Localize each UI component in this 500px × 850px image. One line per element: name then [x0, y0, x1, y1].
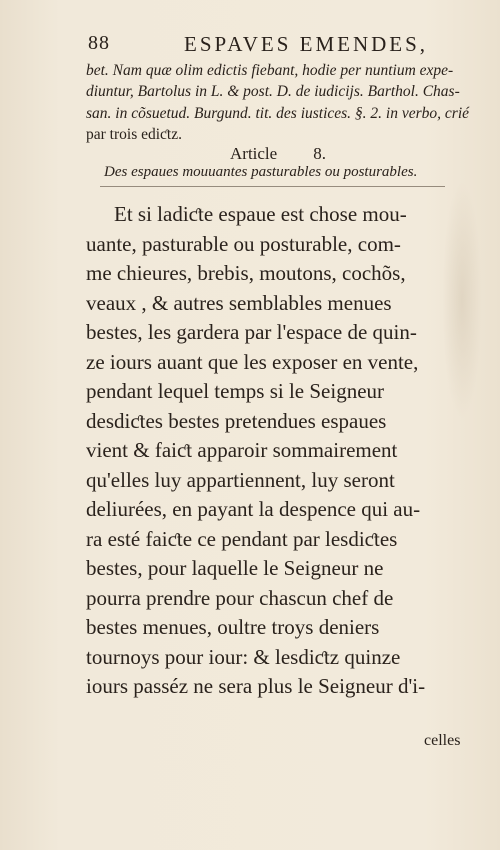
body-line: desdiƈtes bestes pretendues espaues: [86, 408, 387, 433]
body-line: veaux , & autres semblables menues: [86, 290, 392, 315]
article-number: 8.: [313, 144, 326, 163]
article-label: Article: [230, 144, 278, 163]
marginal-note-line: par trois ediƈtz.: [86, 126, 182, 143]
body-line: me chieures, brebis, moutons, cochõs,: [86, 261, 406, 285]
body-line: bestes menues, oultre troys deniers: [86, 615, 380, 639]
body-line: pendant lequel temps si le Seigneur: [86, 379, 385, 403]
page-number: 88: [88, 32, 110, 54]
running-title: ESPAVES EMENDES,: [184, 32, 429, 56]
body-line: ze iours auant que les exposer en vente,: [86, 349, 419, 374]
marginal-note-line: bet. Nam quæ olim edictis fiebant, hodie per nuntium expe-: [86, 62, 454, 79]
body-line: bestes, les gardera par l'espace de quin-: [86, 320, 417, 344]
catchword: celles: [424, 732, 461, 749]
body-paragraph: [86, 200, 478, 702]
body-line: bestes, pour laquelle le Seigneur ne: [86, 556, 384, 580]
page-header: [88, 32, 468, 60]
body-line: ra esté faiƈte ce pendant par lesdiƈtes: [86, 526, 398, 551]
body-line: Et si ladiƈte espaue est chose mou-: [114, 202, 407, 226]
body-line: pourra prendre pour chascun chef de: [86, 585, 394, 610]
marginal-note-line: san. in cõsuetud. Burgund. tit. des iustices. §. 2. in verbo, crié: [86, 105, 470, 122]
section-subheading: Des espaues mouuantes pasturables ou posturables.: [104, 164, 418, 180]
body-line: qu'elles luy appartiennent, luy seront: [86, 467, 395, 492]
divider-rule: [100, 186, 445, 187]
body-line: tournoys pour iour: & lesdiƈtz quinze: [86, 644, 401, 669]
body-line: iours passéz ne sera plus le Seigneur d'i-: [86, 674, 426, 698]
article-heading: [230, 144, 362, 164]
body-line: vient & faiƈt apparoir sommairement: [86, 438, 398, 462]
body-line: deliurées, en payant la despence qui au-: [86, 497, 421, 521]
marginal-note-line: diuntur, Bartolus in L. & post. D. de iudicijs. Barthol. Chas-: [86, 83, 460, 100]
body-line: uante, pasturable ou posturable, com-: [86, 231, 401, 256]
